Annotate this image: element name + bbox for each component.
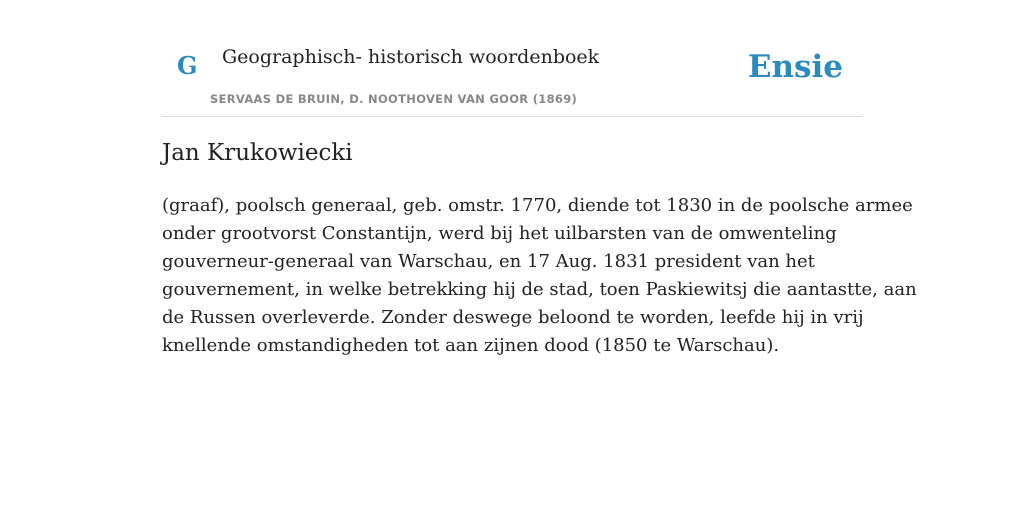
entry-body-line: (graaf), poolsch generaal, geb. omstr. 1770, diende tot 1830 in de poolsche armee (162, 195, 913, 216)
entry-body (162, 192, 917, 360)
entry-body-line: knellende omstandigheden tot aan zijnen dood (1850 te Warschau). (162, 335, 780, 356)
entry-body-line: onder grootvorst Constantijn, werd bij het uilbarsten van de omwenteling (162, 223, 837, 244)
entry-title: Jan Krukowiecki (162, 140, 353, 166)
book-title[interactable]: Geographisch- historisch woordenboek (222, 46, 600, 68)
entry-body-line: de Russen overleverde. Zonder deswege beloond te worden, leefde hij in vrij (162, 307, 864, 328)
entry-body-line: gouvernement, in welke betrekking hij de stad, toen Paskiewitsj die aantastte, aan (162, 279, 917, 300)
entry-body-line: gouverneur-generaal van Warschau, en 17 Aug. 1831 president van het (162, 251, 815, 272)
book-header (162, 0, 862, 117)
book-authors: SERVAAS DE BRUIN, D. NOOTHOVEN VAN GOOR (1869) (210, 92, 578, 106)
book-logo-letter[interactable]: G (177, 51, 198, 80)
ensie-logo[interactable]: Ensie (747, 49, 843, 85)
